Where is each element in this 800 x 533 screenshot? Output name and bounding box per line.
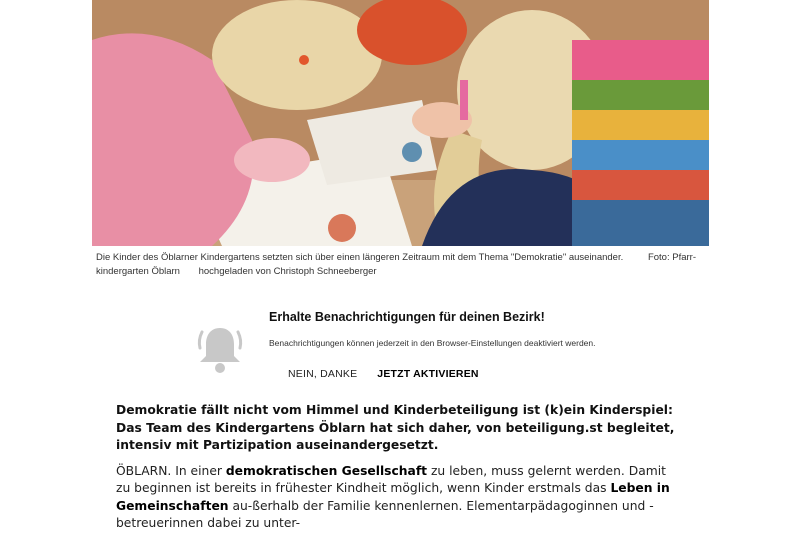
article-paragraph [116,463,678,533]
p1-text-c: zu leben, muss gelernt werden. Damit zu beginnen ist bereits in frühester Kindheit möglich, wenn Kinder erstmals das [116,463,666,495]
children-drawing-illustration [92,0,709,246]
notification-title: Erhalte Benachrichtigungen für deinen Bezirk! [269,310,545,324]
activate-button[interactable]: JETZT AKTIVIEREN [377,368,479,380]
caption-text: Die Kinder des Öblarner Kindergartens setzten sich über einen längeren Zeitraum mit dem Thema "Demokratie" auseinander. [96,252,624,263]
article-body [116,402,678,533]
bell-icon [196,322,244,374]
article-lead: Demokratie fällt nicht vom Himmel und Kinderbeteiligung ist (k)ein Kinderspiel: Das Team des Kindergartens Öblarn hat sich daher, von beteiligung.st begleitet, intensiv mit Partizipation auseinandergesetzt. [116,403,675,452]
uploader-line: hochgeladen von Christoph Schneeberger [198,266,377,277]
notification-prompt [196,306,616,386]
photo-caption [96,251,696,279]
notification-actions [288,368,479,380]
p1-text-a: ÖBLARN. In einer [116,463,226,478]
photo-credit-label: Foto: Pfarr- [647,252,696,263]
notification-subtitle: Benachrichtigungen können jederzeit in den Browser-Einstellungen deaktiviert werden. [269,338,596,348]
decline-button[interactable]: NEIN, DANKE [288,368,358,380]
p1-text-e: au-ßerhalb der Familie kennenlernen. Elementarpädagoginnen und -betreuerinnen dabei zu unter- [116,498,654,530]
highlight-leben-in-gemeinschaften: Leben in Gemeinschaften [116,481,670,513]
article-photo[interactable] [92,0,709,246]
link-demokratische-gesellschaft: demokratischen Gesellschaft [225,463,428,478]
photo-credit-name: kindergarten Öblarn [96,266,180,277]
